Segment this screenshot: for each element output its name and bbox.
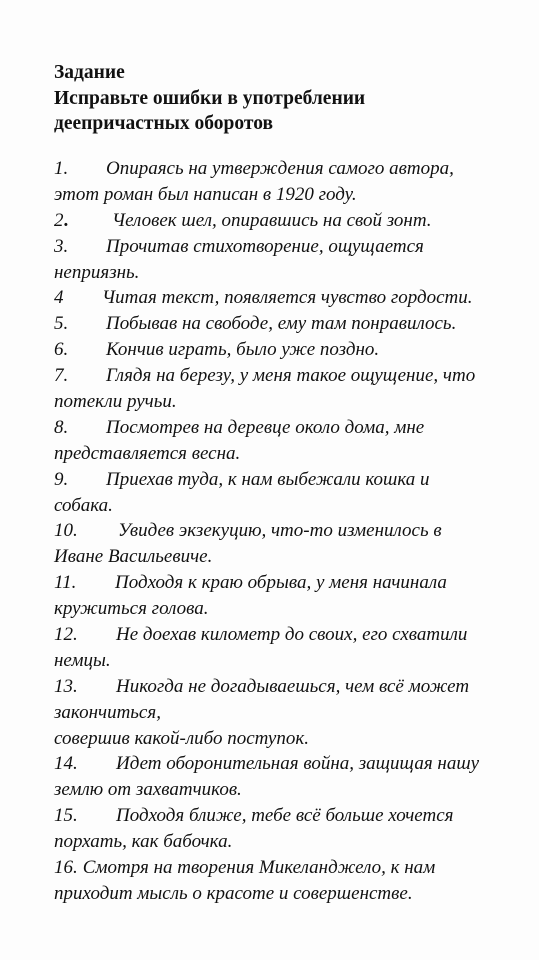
list-item-11-line-1: [54, 570, 539, 596]
item-text: совершив какой-либо поступок.: [54, 727, 309, 749]
list-item-12-line-1: [54, 622, 539, 648]
item-text: собака.: [54, 494, 113, 516]
list-item-2-line-1: [54, 208, 539, 234]
item-number: 10.: [54, 520, 78, 542]
item-number: 15.: [54, 805, 78, 827]
item-text: Приехав туда, к нам выбежали кошка и: [106, 468, 430, 490]
task-instruction-line-1: Исправьте ошибки в употреблении: [54, 87, 366, 109]
item-text: Увидев экзекуцию, что-то изменилось в: [118, 520, 442, 542]
task-header: [54, 60, 524, 137]
list-item-13-line-3: [54, 726, 539, 752]
item-number: 2.: [54, 209, 69, 231]
item-text: Человек шел, опиравшись на свой зонт.: [112, 209, 432, 231]
item-text: порхать, как бабочка.: [54, 831, 233, 853]
task-instruction-line-2: деепричастных оборотов: [54, 113, 274, 134]
list-item-13-line-1: [54, 674, 539, 700]
item-text: потекли ручьи.: [54, 391, 177, 413]
item-text: кружиться голова.: [54, 598, 209, 620]
list-item-8-line-2: [54, 441, 539, 467]
item-text: этот роман был написан в 1920 году.: [54, 183, 357, 205]
item-text: Никогда не догадываешься, чем всё может: [116, 675, 470, 697]
item-text: Читая текст, появляется чувство гордости.: [102, 287, 473, 309]
item-text: Прочитав стихотворение, ощущается: [106, 235, 424, 257]
item-text: Идет оборонительная война, защищая нашу: [116, 753, 480, 775]
list-item-9-line-1: [54, 467, 539, 493]
list-item-9-line-2: [54, 493, 539, 519]
item-text: приходит мысль о красоте и совершенстве.: [54, 882, 413, 904]
list-item-4-line-1: [54, 285, 539, 311]
list-item-5-line-1: [54, 311, 539, 337]
item-text: Подходя к краю обрыва, у меня начинала: [115, 572, 447, 594]
item-text: Глядя на березу, у меня такое ощущение, что: [106, 365, 476, 387]
item-number: 1.: [54, 158, 69, 179]
list-item-10-line-2: [54, 544, 539, 570]
list-item-10-line-1: [54, 518, 539, 544]
item-number: 11.: [54, 572, 77, 594]
item-number: 16.: [54, 857, 78, 879]
item-text: Посмотрев на деревце около дома, мне: [106, 416, 425, 438]
item-text: Иване Васильевиче.: [54, 546, 213, 568]
item-text: землю от захватчиков.: [54, 779, 242, 801]
list-item-15-line-2: [54, 829, 539, 855]
list-item-6-line-1: [54, 337, 539, 363]
item-number: 3.: [54, 235, 69, 257]
item-text: Побывав на свободе, ему там понравилось.: [106, 313, 457, 335]
list-item-3-line-2: [54, 260, 539, 286]
item-text: Смотря на творения Микеланджело, к нам: [82, 857, 436, 879]
item-number: 7.: [54, 365, 69, 387]
item-text: Кончив играть, было уже поздно.: [106, 339, 380, 361]
list-item-14-line-2: [54, 777, 539, 803]
item-text: немцы.: [54, 649, 111, 671]
list-item-12-line-2: [54, 648, 539, 674]
item-number: 8.: [54, 416, 69, 438]
item-number: 6.: [54, 339, 69, 361]
item-number: 14.: [54, 753, 78, 775]
list-item-7-line-2: [54, 389, 539, 415]
exercise-list: [54, 156, 539, 907]
list-item-7-line-1: [54, 363, 539, 389]
item-number: 13.: [54, 675, 78, 697]
list-item-3-line-1: [54, 234, 539, 260]
item-number: 12.: [54, 624, 78, 646]
list-item-16-line-1: [54, 855, 539, 881]
item-number: 4: [54, 287, 64, 309]
item-number: 9.: [54, 468, 69, 490]
item-text: Опираясь на утверждения самого автора,: [106, 158, 454, 179]
list-item-1-line-1: [54, 156, 539, 182]
item-text: закончиться,: [54, 701, 161, 723]
list-item-8-line-1: [54, 415, 539, 441]
list-item-15-line-1: [54, 803, 539, 829]
list-item-13-line-2: [54, 700, 539, 726]
list-item-1-line-2: [54, 182, 539, 208]
item-number: 5.: [54, 313, 69, 335]
list-item-11-line-2: [54, 596, 539, 622]
item-text: неприязнь.: [54, 261, 140, 283]
item-text: Подходя ближе, тебе всё больше хочется: [116, 805, 454, 827]
list-item-16-line-2: [54, 881, 539, 907]
task-title: Задание: [54, 62, 125, 83]
list-item-14-line-1: [54, 751, 539, 777]
item-text: Не доехав километр до своих, его схватили: [116, 624, 468, 646]
item-text: представляется весна.: [54, 442, 241, 464]
